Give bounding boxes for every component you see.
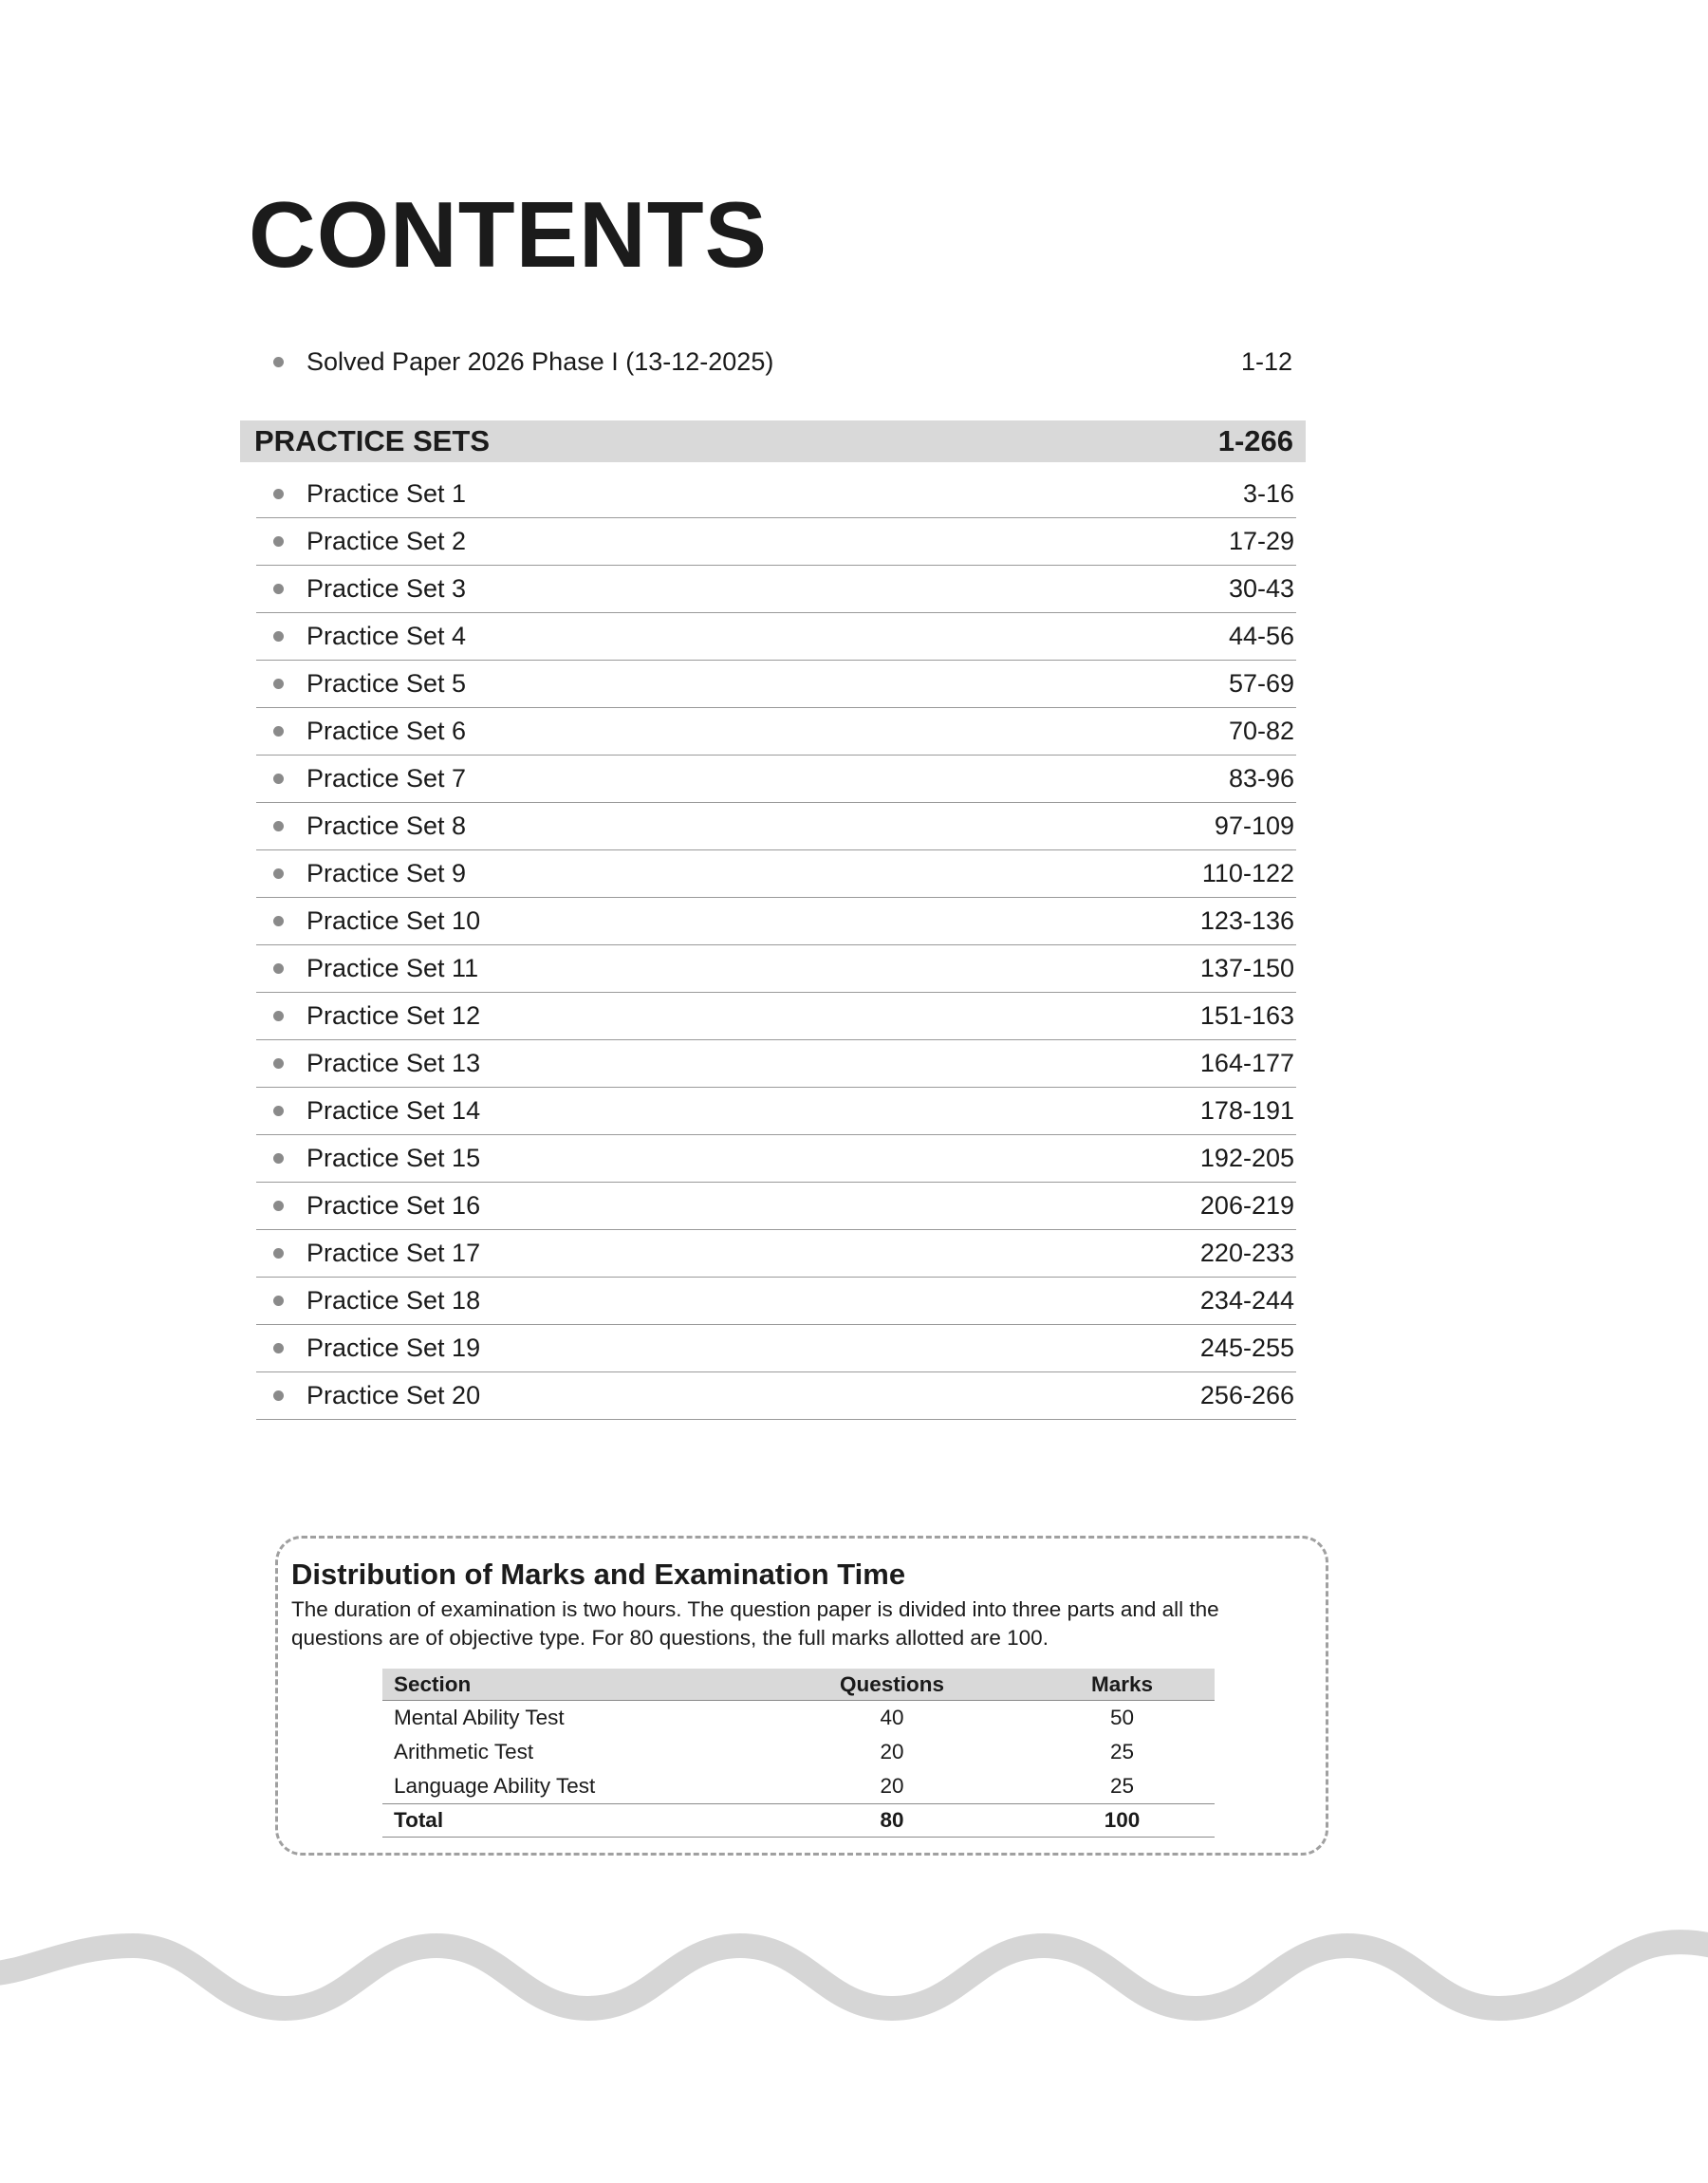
marks-distribution-box (275, 1536, 1328, 1856)
distribution-description: The duration of examination is two hours. The question paper is divided into three parts and all the questions are of objective type. For 80 questions, the full marks allotted are 100. (291, 1597, 1219, 1650)
practice-set-entry[interactable] (256, 898, 1296, 945)
bullet-icon (273, 1106, 284, 1116)
practice-sets-title: PRACTICE SETS (254, 424, 491, 457)
practice-sets-list (256, 471, 1296, 1420)
bullet-icon (273, 774, 284, 784)
practice-set-entry[interactable] (256, 850, 1296, 898)
practice-set-entry[interactable] (256, 945, 1296, 993)
bullet-icon (273, 821, 284, 831)
practice-set-entry[interactable] (256, 1183, 1296, 1230)
practice-set-entry[interactable] (256, 518, 1296, 566)
practice-set-pages: 30-43 (1228, 574, 1294, 603)
cell-questions: 40 (880, 1706, 904, 1729)
cell-section: Language Ability Test (394, 1774, 596, 1798)
practice-set-pages: 137-150 (1199, 954, 1294, 982)
practice-set-entry[interactable] (256, 1372, 1296, 1420)
table-row (382, 1769, 1215, 1804)
practice-set-label: Practice Set 1 (306, 479, 467, 508)
bullet-icon (273, 679, 284, 689)
practice-set-pages: 178-191 (1199, 1096, 1294, 1125)
total-label: Total (382, 1804, 754, 1838)
practice-set-pages: 123-136 (1199, 906, 1294, 935)
practice-set-label: Practice Set 12 (306, 1001, 481, 1030)
practice-sets-header (240, 420, 1306, 462)
practice-set-label: Practice Set 7 (306, 764, 467, 793)
practice-set-label: Practice Set 4 (306, 622, 467, 650)
table-row (382, 1735, 1215, 1769)
practice-set-label: Practice Set 17 (306, 1239, 481, 1267)
practice-set-pages: 83-96 (1228, 764, 1294, 793)
practice-set-pages: 220-233 (1199, 1239, 1294, 1267)
cell-section: Arithmetic Test (394, 1740, 534, 1763)
cell-marks: 50 (1109, 1706, 1135, 1729)
table-total-row (382, 1804, 1215, 1838)
bullet-icon (273, 868, 284, 879)
header-questions: Questions (754, 1669, 1030, 1701)
bullet-icon (273, 1296, 284, 1306)
practice-set-label: Practice Set 3 (306, 574, 467, 603)
header-marks: Marks (1030, 1669, 1215, 1701)
bullet-icon (273, 357, 284, 367)
practice-set-entry[interactable] (256, 471, 1296, 518)
practice-set-label: Practice Set 15 (306, 1144, 481, 1172)
solved-paper-entry[interactable] (268, 340, 1292, 383)
practice-set-label: Practice Set 14 (306, 1096, 481, 1125)
practice-set-entry[interactable] (256, 661, 1296, 708)
practice-set-label: Practice Set 20 (306, 1381, 481, 1409)
practice-sets-pages: 1-266 (1217, 424, 1293, 457)
practice-set-pages: 164-177 (1199, 1049, 1294, 1077)
bullet-icon (273, 1201, 284, 1211)
solved-paper-label-wrap (268, 347, 773, 377)
bullet-icon (273, 1011, 284, 1021)
bullet-icon (273, 489, 284, 499)
bullet-icon (273, 584, 284, 594)
bullet-icon (273, 963, 284, 974)
decorative-wave (0, 1927, 1708, 2031)
bullet-icon (273, 1390, 284, 1401)
practice-set-label: Practice Set 19 (306, 1334, 481, 1362)
table-header-row (382, 1669, 1215, 1701)
distribution-title: Distribution of Marks and Examination Time (291, 1558, 906, 1591)
practice-set-entry[interactable] (256, 993, 1296, 1040)
cell-questions: 20 (880, 1774, 904, 1798)
practice-set-pages: 70-82 (1228, 717, 1294, 745)
cell-section: Mental Ability Test (394, 1706, 565, 1729)
practice-set-label: Practice Set 9 (306, 859, 467, 887)
table-row (382, 1701, 1215, 1736)
practice-set-entry[interactable] (256, 1088, 1296, 1135)
practice-set-label: Practice Set 11 (306, 954, 479, 982)
cell-questions: 20 (880, 1740, 904, 1763)
bullet-icon (273, 1343, 284, 1353)
practice-set-label: Practice Set 2 (306, 527, 467, 555)
wave-line (0, 1942, 1708, 2008)
practice-set-entry[interactable] (256, 1135, 1296, 1183)
total-marks: 100 (1030, 1804, 1215, 1838)
practice-set-pages: 234-244 (1199, 1286, 1294, 1315)
practice-set-pages: 57-69 (1228, 669, 1294, 698)
bullet-icon (273, 631, 284, 642)
cell-marks: 25 (1109, 1774, 1135, 1798)
practice-set-entry[interactable] (256, 613, 1296, 661)
practice-set-pages: 192-205 (1199, 1144, 1294, 1172)
solved-paper-label: Solved Paper 2026 Phase I (13-12-2025) (306, 346, 774, 376)
bullet-icon (273, 536, 284, 547)
practice-set-pages: 3-16 (1242, 479, 1294, 508)
header-section: Section (382, 1669, 754, 1701)
practice-set-entry[interactable] (256, 1278, 1296, 1325)
bullet-icon (273, 916, 284, 926)
practice-set-pages: 97-109 (1214, 812, 1294, 840)
marks-table (382, 1669, 1215, 1838)
practice-set-pages: 110-122 (1201, 859, 1294, 887)
page-title: CONTENTS (249, 182, 768, 287)
practice-set-entry[interactable] (256, 1325, 1296, 1372)
solved-paper-pages: 1-12 (1240, 346, 1292, 376)
practice-set-pages: 245-255 (1199, 1334, 1294, 1362)
practice-set-label: Practice Set 10 (306, 906, 481, 935)
practice-set-label: Practice Set 13 (306, 1049, 481, 1077)
bullet-icon (273, 726, 284, 737)
practice-set-entry[interactable] (256, 566, 1296, 613)
practice-set-label: Practice Set 5 (306, 669, 467, 698)
practice-set-entry[interactable] (256, 1040, 1296, 1088)
bullet-icon (273, 1153, 284, 1164)
practice-set-pages: 256-266 (1199, 1381, 1294, 1409)
practice-set-entry[interactable] (256, 708, 1296, 756)
practice-set-label: Practice Set 8 (306, 812, 467, 840)
practice-set-entry[interactable] (256, 1230, 1296, 1278)
practice-set-entry[interactable] (256, 756, 1296, 803)
practice-set-entry[interactable] (256, 803, 1296, 850)
practice-set-label: Practice Set 18 (306, 1286, 481, 1315)
practice-set-pages: 44-56 (1228, 622, 1294, 650)
bullet-icon (273, 1058, 284, 1069)
practice-set-label: Practice Set 6 (306, 717, 467, 745)
bullet-icon (273, 1248, 284, 1259)
total-questions: 80 (754, 1804, 1030, 1838)
practice-set-label: Practice Set 16 (306, 1191, 481, 1220)
practice-set-pages: 17-29 (1228, 527, 1294, 555)
practice-set-pages: 151-163 (1199, 1001, 1294, 1030)
cell-marks: 25 (1109, 1740, 1135, 1763)
practice-set-pages: 206-219 (1199, 1191, 1294, 1220)
